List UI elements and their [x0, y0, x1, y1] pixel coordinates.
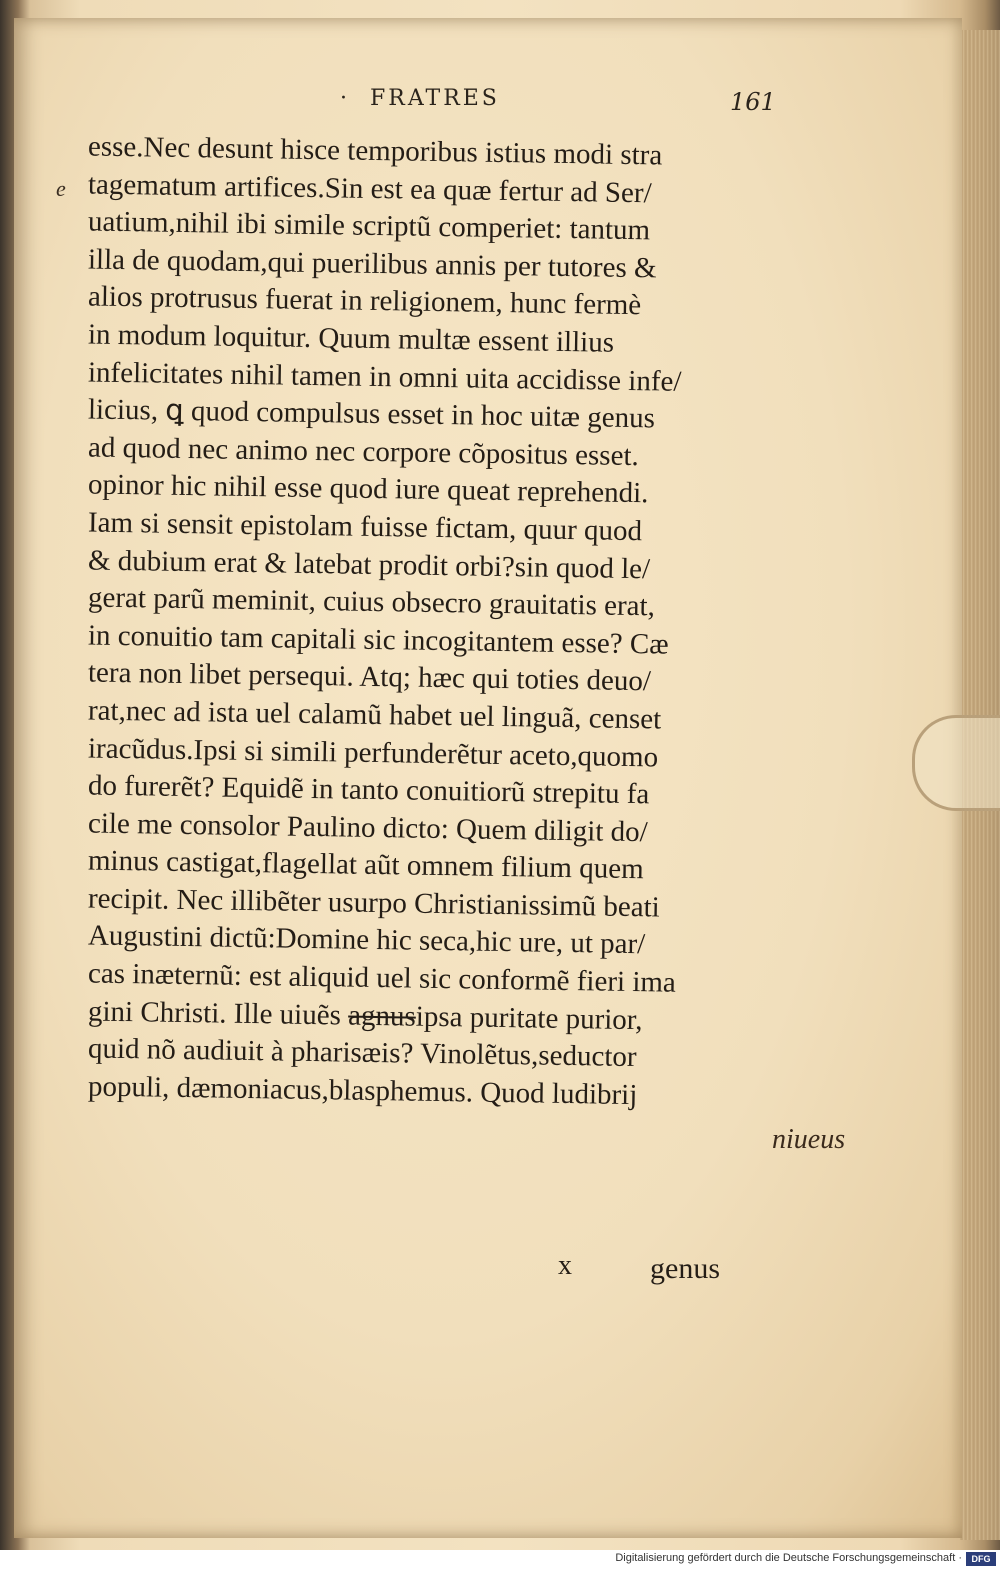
text-line: illa de quodam,qui puerilibus annis per tutores &: [87, 243, 657, 285]
text-line: & dubium erat & latebat prodit orbi?sin quod le/: [87, 544, 651, 585]
text-line: cas inæternũ: est aliquid uel sic conformẽ fieri ima: [87, 957, 677, 999]
running-head-dot: ·: [340, 86, 347, 111]
text-line: infelicitates nihil tamen in omni uita accidisse infe/: [87, 356, 682, 398]
signature-mark: x: [558, 1250, 572, 1281]
text-line: esse.Nec desunt hisce temporibus istius modi stra: [87, 130, 663, 172]
text-line: alios protrusus fuerat in religionem, hunc fermè: [87, 280, 642, 322]
text-line: uatium,nihil ibi simile scriptũ comperiet: tantum: [87, 205, 651, 247]
text-segment: gini Christi. Ille uiuẽs: [87, 995, 349, 1032]
text-line: tera non libet persequi. Atq; hæc qui toties deuo/: [87, 656, 652, 698]
text-line: opinor hic nihil esse quod iure queat reprehendi.: [87, 468, 649, 510]
text-line: in modum loquitur. Quum multæ essent illius: [87, 318, 615, 359]
text-line: cile me consolor Paulino dicto: Quem diligit do/: [87, 807, 648, 848]
text-line: tagematum artifices.Sin est ea quæ fertur ad Ser/: [87, 168, 652, 209]
catchword: genus: [650, 1252, 720, 1285]
text-line: gerat parũ meminit, cuius obsecro grauitatis erat,: [87, 581, 656, 623]
running-title: FRATRES: [370, 86, 500, 111]
dfg-logo: DFG: [966, 1552, 996, 1566]
page-clip: [912, 715, 1000, 811]
struck-word: agnus: [347, 999, 417, 1033]
footer-credit: Digitalisierung gefördert durch die Deutsche Forschungsgemeinschaft ·: [615, 1552, 962, 1564]
folio-number: 161: [730, 88, 776, 116]
text-line: in conuitio tam capitali sic incogitantem esse? Cæ: [87, 619, 669, 661]
text-line: rat,nec ad ista uel calamũ habet uel linguã, censet: [87, 694, 662, 736]
margin-note-right: niueus: [772, 1124, 846, 1155]
text-line: ad quod nec animo nec corpore cõpositus esset.: [87, 431, 640, 472]
text-line: iracũdus.Ipsi si simili perfunderẽtur aceto,quomo: [87, 731, 659, 773]
text-line: Iam si sensit epistolam fuisse fictam, quur quod: [87, 506, 643, 548]
text-line: do furerẽt? Equidẽ in tanto conuitiorũ strepitu fa: [87, 769, 650, 811]
text-line: Augustini dictũ:Domine hic seca,hic ure, ut par/: [87, 919, 646, 961]
text-line: minus castigat,flagellat aũt omnem filium quem: [87, 844, 644, 886]
text-segment: ipsa puritate purior,: [415, 1000, 643, 1036]
main-text: [58, 128, 788, 1111]
text-line: populi, dæmoniacus,blasphemus. Quod ludibrij: [87, 1070, 638, 1111]
text-line: licius, ꝗ quod compulsus esset in hoc uitæ genus: [87, 393, 656, 435]
margin-note-left: e: [56, 176, 66, 201]
text-line: recipit. Nec illibẽter usurpo Christianissimũ beati: [87, 882, 661, 924]
text-line: quid nõ audiuit à pharisæis? Vinolẽtus,seductor: [87, 1032, 637, 1074]
